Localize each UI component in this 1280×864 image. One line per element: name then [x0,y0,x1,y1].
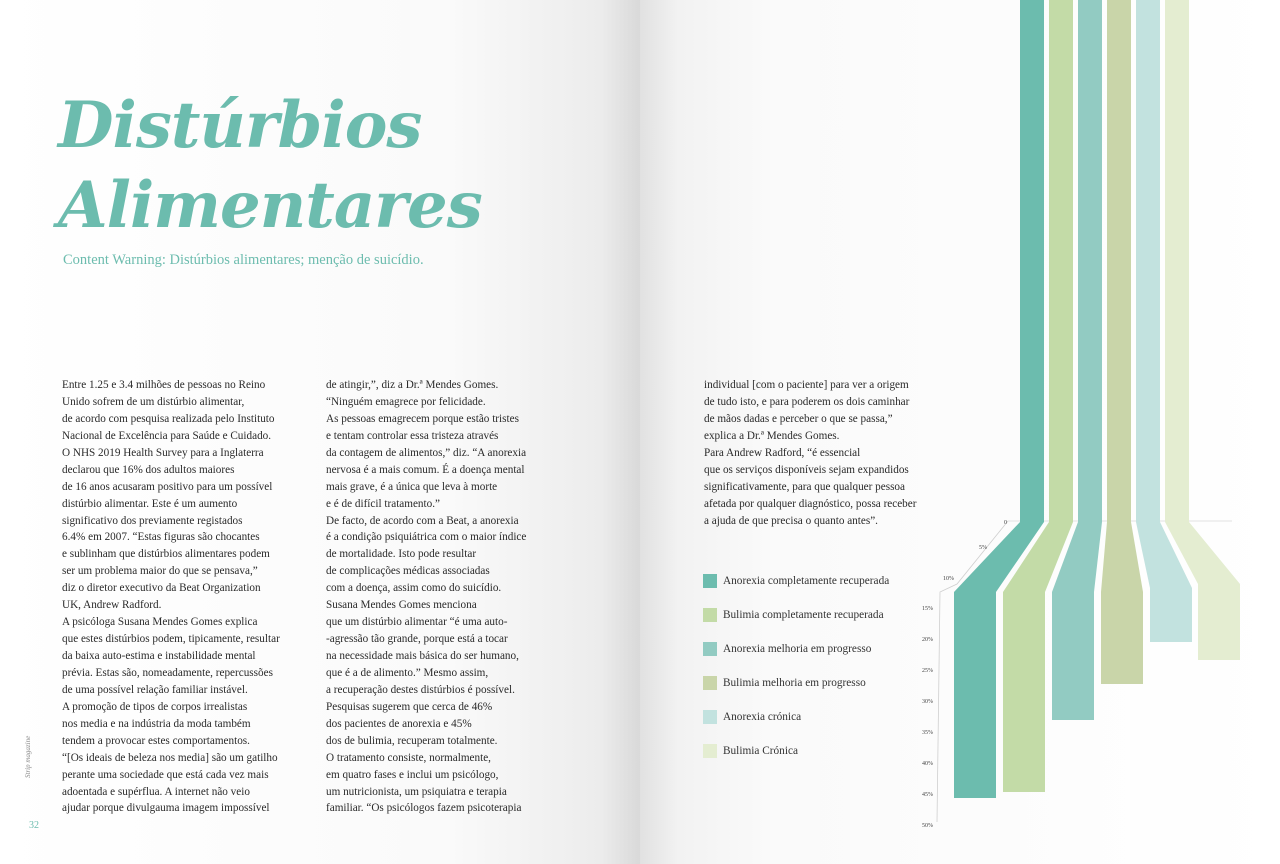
text-line: As pessoas emagrecem porque estão tristes [326,412,519,425]
text-line: em quatro fases e inclui um psicólogo, [326,768,499,781]
legend-label: Bulimia completamente recuperada [723,609,884,621]
text-line: com a doença, assim como do suicídio. [326,582,502,595]
text-line: que é a de alimento.” Mesmo assim, [326,666,489,679]
text-line: que estes distúrbios podem, tipicamente, resultar [62,633,280,646]
text-line: tendem a provocar estes comportamentos. [62,734,250,747]
text-line: na necessidade mais básica do ser humano, [326,650,519,662]
text-line: que os serviços disponíveis sejam expandidos [704,463,909,476]
text-line: individual [com o paciente] para ver a origem [704,379,909,391]
text-line: UK, Andrew Radford. [62,599,162,612]
text-line: O tratamento consiste, normalmente, [326,751,491,764]
legend-swatch [703,710,717,724]
legend-swatch [703,642,717,656]
legend-label: Anorexia melhoria em progresso [723,643,872,655]
y-tick-label: 30% [922,699,933,705]
text-line: diz o diretor executivo da Beat Organization [62,582,261,595]
text-line: A promoção de tipos de corpos irrealistas [62,700,248,713]
legend-swatch [703,608,717,622]
text-line: dos de bulimia, recuperam totalmente. [326,734,498,747]
text-line: da contagem de alimentos,” diz. “A anorexia [326,446,527,459]
text-line: afetada por qualquer diagnóstico, possa receber [704,497,917,510]
y-tick-label: 35% [922,730,933,736]
text-line: de uma possível relação familiar instável. [62,683,248,696]
text-line: distúrbio alimentar. Este é um aumento [62,497,238,510]
text-line: de tudo isto, e para poderem os dois caminhar [704,395,910,408]
text-line: perante uma sociedade que está cada vez mais [62,768,269,781]
title-line-1: Distúrbios [58,88,422,163]
text-line: De facto, de acordo com a Beat, a anorexia [326,514,519,527]
text-line: Unido sofrem de um distúrbio alimentar, [62,395,245,408]
legend-label: Anorexia crónica [723,711,802,723]
text-line: e sublinham que distúrbios alimentares podem [62,548,270,561]
text-line: é a condição psiquiátrica com o maior índice [326,531,527,544]
text-line: nervosa é a mais comum. É a doença mental [326,463,525,476]
y-tick-label: 45% [922,792,933,798]
text-line: dos pacientes de anorexia e 45% [326,717,472,730]
text-line: que um distúrbio alimentar “é uma auto- [326,616,508,629]
y-tick-label: 25% [922,668,933,674]
text-line: de atingir,”, diz a Dr.ª Mendes Gomes. [326,379,499,391]
text-line: declarou que 16% dos adultos maiores [62,463,235,476]
text-line: de mortalidade. Isto pode resultar [326,548,477,561]
text-line: mais grave, é a única que leva à morte [326,480,498,493]
text-line: um nutricionista, um psiquiatra e terapia [326,785,507,798]
text-line: prévia. Estas são, nomeadamente, repercussões [62,666,273,679]
legend-label: Anorexia completamente recuperada [723,575,890,587]
text-line: adoentada e supérflua. A internet não veio [62,785,250,798]
text-line: “Ninguém emagrece por felicidade. [326,395,486,408]
legend-swatch [703,744,717,758]
text-line: da baixa auto-estima e instabilidade mental [62,650,256,662]
legend-label: Bulimia Crónica [723,745,798,757]
content-warning: Content Warning: Distúrbios alimentares; menção de suicídio. [63,252,424,268]
y-tick-label: 40% [922,761,933,767]
text-line: Entre 1.25 e 3.4 milhões de pessoas no Reino [62,379,266,391]
text-line: nos media e na indústria da moda também [62,717,251,730]
text-line: Pesquisas sugerem que cerca de 46% [326,700,493,713]
text-line: familiar. “Os psicólogos fazem psicoterapia [326,802,522,815]
text-line: Para Andrew Radford, “é essencial [704,446,861,459]
text-line: ajudar porque divulgauma imagem impossível [62,802,270,815]
text-line: 6.4% em 2007. “Estas figuras são chocantes [62,531,260,544]
legend-swatch [703,574,717,588]
y-tick-label: 5% [979,545,987,551]
text-line: de mãos dadas e perceber o que se passa,” [704,412,893,425]
magazine-name: Strip magazine [24,735,32,778]
y-tick-label: 15% [922,606,933,612]
text-line: de acordo com pesquisa realizada pelo Instituto [62,412,275,425]
y-tick-label: 0 [1004,520,1007,526]
y-tick-label: 20% [922,637,933,643]
text-line: e tentam controlar essa tristeza através [326,429,499,442]
text-line: de complicações médicas associadas [326,565,490,578]
page-number: 32 [29,820,39,831]
text-line: “[Os ideais de beleza nos media] são um gatilho [62,751,278,764]
legend-swatch [703,676,717,690]
text-line: A psicóloga Susana Mendes Gomes explica [62,616,258,629]
text-line: a ajuda de que precisa o quanto antes”. [704,514,878,527]
text-line: significativamente, para que qualquer pessoa [704,480,905,493]
text-line: a recuperação destes distúrbios é possível. [326,683,515,696]
y-tick-label: 50% [922,823,933,829]
text-line: ser um problema maior do que se pensava,” [62,565,258,578]
text-line: Susana Mendes Gomes menciona [326,599,477,612]
text-line: significativo dos previamente registados [62,514,243,527]
text-line: O NHS 2019 Health Survey para a Inglaterra [62,446,264,459]
y-tick-label: 10% [943,576,954,582]
text-line: -agressão tão grande, porque está a tocar [326,633,508,646]
text-line: Nacional de Excelência para Saúde e Cuidado. [62,429,272,442]
text-line: de 16 anos acusaram positivo para um possível [62,480,273,493]
title-line-2: Alimentares [58,168,482,243]
legend-label: Bulimia melhoria em progresso [723,677,866,689]
text-line: explica a Dr.ª Mendes Gomes. [704,429,840,442]
text-line: e é de difícil tratamento.” [326,497,440,510]
